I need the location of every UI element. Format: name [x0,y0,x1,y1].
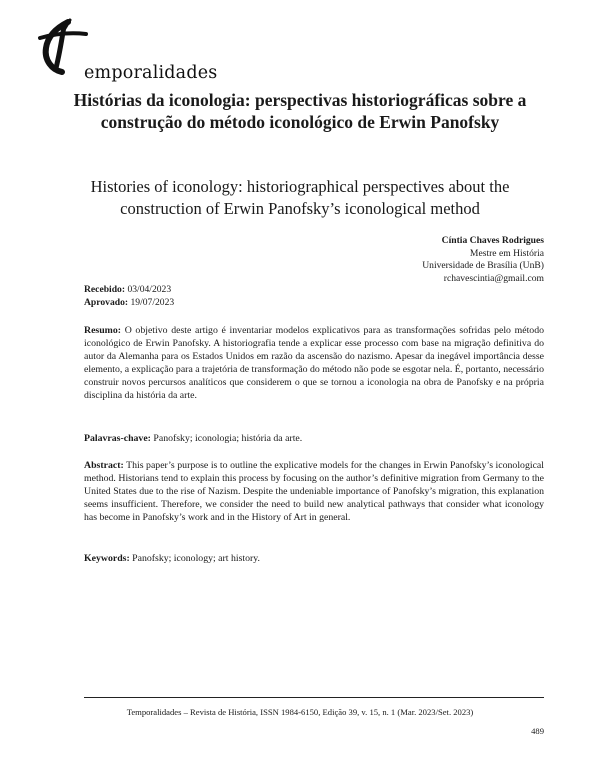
keywords-text: Panofsky; iconology; art history. [132,553,260,564]
resumo-paragraph [84,325,544,402]
article-title-en: Histories of iconology: historiographical perspectives about the construction of Erwin Panofsky’s iconological method [90,177,510,218]
received-date: 03/04/2023 [127,284,172,295]
page-number: 489 [531,726,544,736]
received-label: Recebido: [84,284,126,295]
approved-date-line [84,296,174,309]
received-date-line [84,283,174,296]
approved-date: 19/07/2023 [130,297,175,308]
approved-label: Aprovado: [84,297,129,308]
abstract-text: This paper’s purpose is to outline the explicative models for the changes in Erwin Panofsky’s iconological method. Historians tend to explain this process by focusing on the author’s definitive migration from Germany to the United States due to the rise of Nazism. Despite the undeniable importance of Panofsky’s migration, this explanation seems insufficient. Therefore, we consider the need to build new analytical pathways that consider what iconology has become in Panofsky’s work and in the History of Art in general. [84,460,544,523]
palavras-chave-paragraph [84,433,544,446]
abstract-label: Abstract: [84,460,124,471]
keywords-paragraph [84,553,544,566]
author-block [244,235,544,285]
footer-divider [84,697,544,698]
author-degree: Mestre em História [469,247,544,259]
article-title-pt: Histórias da iconologia: perspectivas historiográficas sobre a construção do método iconológico de Erwin Panofsky [73,90,527,132]
palavras-chave-text: Panofsky; iconologia; história da arte. [153,433,303,444]
resumo-label: Resumo: [84,325,122,336]
author-institution: Universidade de Brasília (UnB) [422,260,544,272]
journal-logo [34,16,218,83]
journal-footer: Temporalidades – Revista de História, ISSN 1984-6150, Edição 39, v. 15, n. 1 (Mar. 2023/Set. 2023) [126,707,474,717]
author-name: Cíntia Chaves Rodrigues [441,235,544,246]
palavras-chave-label: Palavras-chave: [84,433,151,444]
keywords-label: Keywords: [84,553,130,564]
resumo-text: O objetivo deste artigo é inventariar modelos explicativos para as transformações sofridas pelo método iconológico de Erwin Panofsky. A historiografia tende a explicar esse processo com base na migração definitiva do autor da Alemanha para os Estados Unidos em razão da ascensão do nazismo. Apesar da inegável importância desse elemento, a explicação para a trajetória de transformação do método não pode se esgotar nela. É, portanto, necessário construir novos percursos analíticos que considerem o que se tornou a iconologia na obra de Panofsky e na própria disciplina da história da arte. [84,325,544,401]
logo-text: emporalidades [84,63,218,83]
dates-block [84,283,174,309]
abstract-paragraph [84,460,544,525]
author-email: rchavescintia@gmail.com [443,272,544,284]
